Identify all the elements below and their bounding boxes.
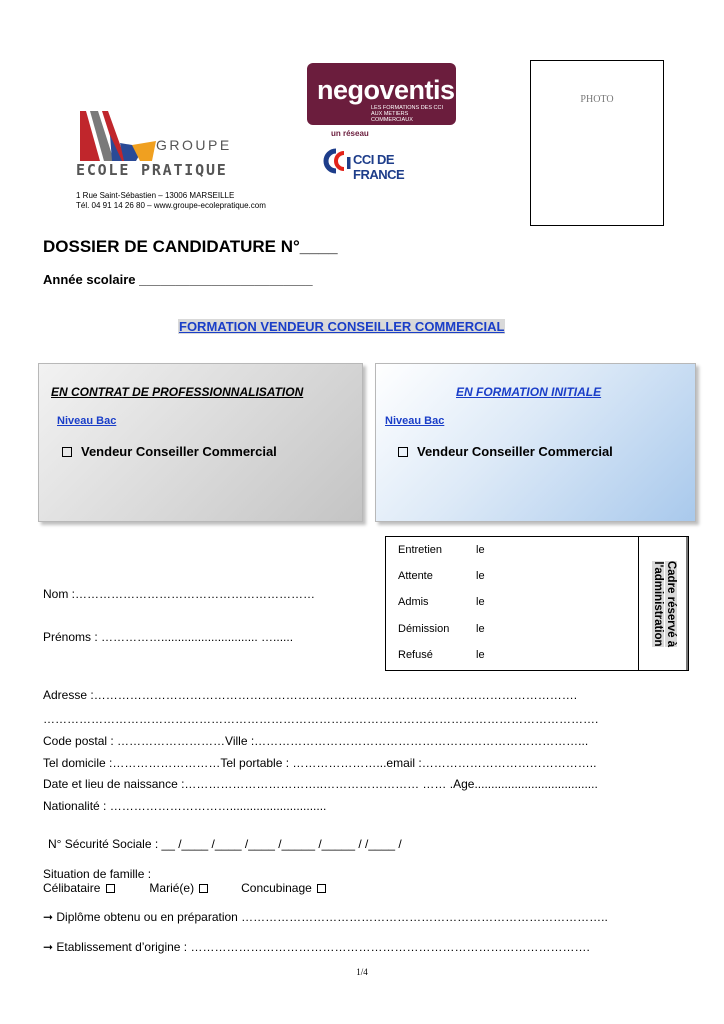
situation-label: Situation de famille : xyxy=(43,867,152,881)
school-address xyxy=(76,191,266,211)
ecole-pratique-logo-line1: GROUPE xyxy=(156,137,232,153)
cci-france-logo xyxy=(322,148,442,182)
admin-reserved-line1: Cadre réservé à xyxy=(664,560,677,647)
initiale-choice[interactable] xyxy=(398,444,613,459)
contrat-choice[interactable] xyxy=(62,444,277,459)
admin-row-value: le xyxy=(476,544,485,556)
admin-row-label: Démission xyxy=(398,623,450,635)
initiale-heading: EN FORMATION INITIALE xyxy=(456,385,602,399)
initiale-choice-label: Vendeur Conseiller Commercial xyxy=(417,444,613,459)
concubinage-checkbox[interactable] xyxy=(317,884,326,893)
dossier-title: DOSSIER DE CANDIDATURE N°____ xyxy=(43,237,338,256)
contrat-choice-label: Vendeur Conseiller Commercial xyxy=(81,444,277,459)
network-label: un réseau xyxy=(331,129,369,138)
ecole-pratique-logo-line2: ECOLE PRATIQUE xyxy=(76,161,228,179)
address-line-2: Tél. 04 91 14 26 80 – www.groupe-ecolepratique.com xyxy=(76,201,266,210)
admin-reserved-text xyxy=(651,539,677,669)
photo-label: PHOTO xyxy=(580,94,614,105)
diplome-field[interactable]: ➞ Diplôme obtenu ou en préparation ……………………………………………………………………………….. xyxy=(43,910,608,924)
cci-france-text: CCI DE FRANCE xyxy=(353,152,405,182)
option-box-contrat xyxy=(38,363,363,522)
adresse-field[interactable]: Adresse :…………………………………………………………………………………………………………. xyxy=(43,688,578,702)
address-line-1: 1 Rue Saint-Sébastien – 13006 MARSEILLE xyxy=(76,191,235,200)
securite-sociale-field[interactable]: N° Sécurité Sociale : __ /____ /____ /____ /_____ /_____ / /____ / xyxy=(48,837,402,851)
etablissement-field[interactable]: ➞ Etablissement d’origine : ………………………………………………………………………………………. xyxy=(43,940,590,954)
contrat-checkbox[interactable] xyxy=(62,447,72,457)
naissance-field[interactable]: Date et lieu de naissance :……………………………..…………………… …… .Age..................................... xyxy=(43,777,598,791)
adresse-line2-field[interactable]: …………………………………………………………………………………………………………………………. xyxy=(43,712,599,726)
page-number: 1/4 xyxy=(356,967,368,977)
admin-row xyxy=(398,544,485,556)
celibataire-checkbox[interactable] xyxy=(106,884,115,893)
admin-row xyxy=(398,570,485,582)
negoventis-tagline: LES FORMATIONS DES CCI AUX METIERS COMMERCIAUX xyxy=(371,105,444,123)
prenoms-field[interactable]: Prénoms : ……………............................. …...... xyxy=(43,630,294,644)
initiale-checkbox[interactable] xyxy=(398,447,408,457)
contrat-level: Niveau Bac xyxy=(57,415,117,427)
option-box-initiale xyxy=(375,363,696,522)
situation-options xyxy=(43,881,326,895)
admin-reserved-label xyxy=(638,537,688,670)
ecole-pratique-logo xyxy=(76,107,241,187)
marie-checkbox[interactable] xyxy=(199,884,208,893)
admin-row-value: le xyxy=(476,623,485,635)
nom-field[interactable]: Nom :…………………………………………………… xyxy=(43,587,316,601)
concubinage-label: Concubinage xyxy=(241,881,312,895)
initiale-level: Niveau Bac xyxy=(385,415,445,427)
celibataire-label: Célibataire xyxy=(43,881,101,895)
admin-reserved-line2: l'administration xyxy=(651,560,664,647)
school-year-field[interactable]: Année scolaire ________________________ xyxy=(43,272,313,287)
admin-row-label: Attente xyxy=(398,570,433,582)
admin-row-label: Entretien xyxy=(398,544,443,556)
code-postal-ville-field[interactable]: Code postal : ………………………Ville :………………………………………………………………………... xyxy=(43,734,589,748)
negoventis-logo xyxy=(307,63,456,125)
cci-icon xyxy=(322,148,352,174)
admin-box xyxy=(385,536,689,671)
admin-row xyxy=(398,596,485,608)
admin-row-label: Refusé xyxy=(398,649,433,661)
admin-row xyxy=(398,649,485,661)
admin-row-label: Admis xyxy=(398,596,429,608)
admin-row-value: le xyxy=(476,596,485,608)
marie-label: Marié(e) xyxy=(149,881,195,895)
contrat-heading: EN CONTRAT DE PROFESSIONNALISATION xyxy=(51,385,304,399)
admin-row-value: le xyxy=(476,649,485,661)
admin-row xyxy=(398,623,485,635)
nationalite-field[interactable]: Nationalité : …………………………............................. xyxy=(43,799,327,813)
formation-title: FORMATION VENDEUR CONSEILLER COMMERCIAL xyxy=(179,319,505,334)
negoventis-wordmark: negoventis xyxy=(317,75,455,105)
photo-frame xyxy=(530,60,664,226)
telephone-email-field[interactable]: Tel domicile :………………………Tel portable : …………………...email :…………………………………….. xyxy=(43,756,597,770)
admin-row-value: le xyxy=(476,570,485,582)
